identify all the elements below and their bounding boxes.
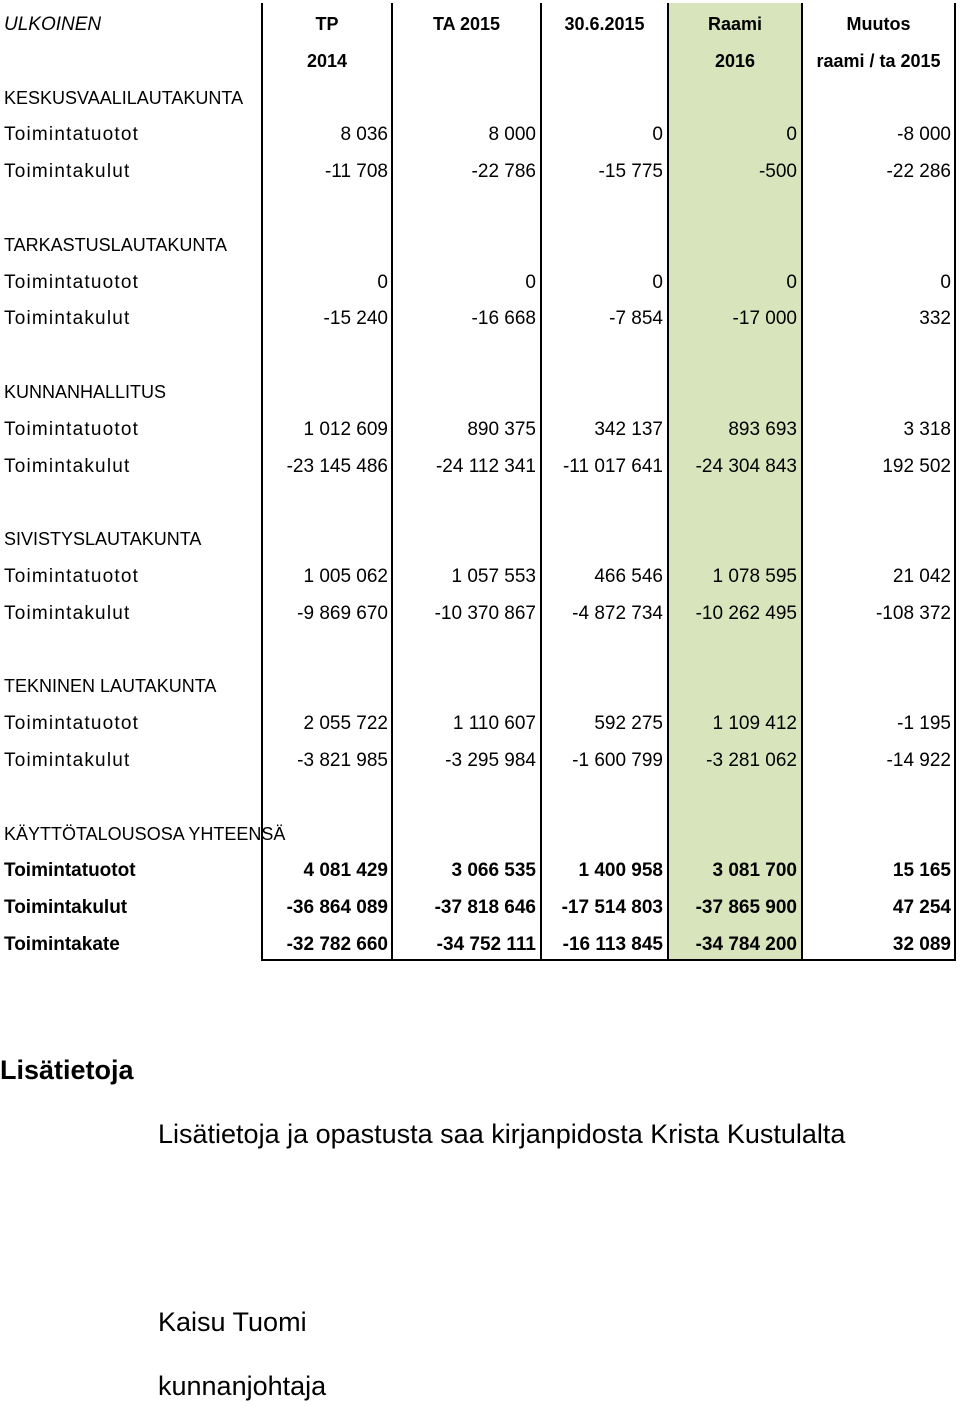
row-value-col-1: -15 240 [323,308,388,330]
row-value-col-2: -3 295 984 [445,750,536,771]
column-header-4-line2: 2016 [714,50,756,71]
row-value-col-4: -500 [758,161,797,183]
total-row-label: Toimintakulut [4,897,128,919]
total-value-col-1: 4 081 429 [303,860,388,882]
total-value-col-4: -37 865 900 [695,897,797,919]
row-label: Toimintatuotot [4,566,140,587]
row-label: Toimintakulut [4,750,131,771]
row-value-col-5: 0 [940,271,951,293]
total-value-col-3: -16 113 845 [562,934,663,955]
table-corner-label: ULKOINEN [4,14,102,35]
row-value-col-4: -10 262 495 [695,602,797,624]
row-value-col-2: -24 112 341 [435,455,536,477]
row-value-col-1: 8 036 [340,124,388,146]
row-value-col-3: 0 [652,124,663,146]
row-value-col-4: 1 078 595 [712,566,797,587]
column-divider-2 [540,3,542,961]
column-header-4-line1: Raami [707,14,763,34]
row-value-col-1: 1 012 609 [303,418,388,440]
section-title: KESKUSVAALILAUTAKUNTA [4,87,244,108]
column-header-3-line1: 30.6.2015 [564,14,645,34]
row-value-col-1: 2 055 722 [303,713,388,735]
row-value-col-5: -14 922 [886,750,951,771]
row-value-col-3: -11 017 641 [562,455,663,477]
column-divider-4 [801,3,803,961]
column-header-2-line1: TA 2015 [432,14,501,34]
section-title: KUNNANHALLITUS [4,382,167,402]
total-value-col-3: -17 514 803 [561,897,663,919]
row-value-col-1: -9 869 670 [297,602,388,624]
row-label: Toimintatuotot [4,124,140,146]
row-label: Toimintatuotot [4,271,140,293]
row-value-col-5: -8 000 [897,124,951,146]
signer-title: kunnanjohtaja [158,1371,327,1401]
row-value-col-3: -15 775 [598,161,663,183]
row-value-col-2: 1 110 607 [452,713,536,735]
row-value-col-3: 466 546 [594,566,663,587]
info-text: Lisätietoja ja opastusta saa kirjanpidosta Krista Kustulalta [158,1119,846,1149]
row-value-col-2: 0 [525,271,536,293]
row-label: Toimintakulut [4,602,131,624]
table-border-right [954,3,956,961]
total-value-col-1: -32 782 660 [286,934,388,955]
row-value-col-2: 8 000 [488,124,536,146]
row-value-col-2: -16 668 [471,308,536,330]
row-value-col-5: 3 318 [903,418,951,440]
row-value-col-4: 893 693 [728,418,797,440]
row-value-col-3: 0 [652,271,663,293]
row-value-col-2: 890 375 [467,418,536,440]
row-label: Toimintakulut [4,308,131,330]
row-value-col-2: -10 370 867 [434,602,536,624]
total-section-title: KÄYTTÖTALOUSOSA YHTEENSÄ [4,823,286,844]
total-row-label: Toimintakate [4,934,120,955]
row-value-col-3: 592 275 [594,713,663,735]
column-divider-1 [391,3,393,961]
row-label: Toimintakulut [4,455,131,477]
total-value-col-2: -34 752 111 [436,934,536,955]
row-value-col-5: -22 286 [886,161,951,183]
row-value-col-4: -3 281 062 [706,750,797,771]
row-value-col-5: 192 502 [882,455,951,477]
row-value-col-4: -17 000 [732,308,797,330]
section-title: SIVISTYSLAUTAKUNTA [4,529,202,550]
column-divider-3 [667,3,669,961]
total-value-col-5: 47 254 [892,897,951,919]
row-value-col-5: -1 195 [897,713,951,735]
row-value-col-4: 0 [786,124,797,146]
total-value-col-1: -36 864 089 [286,897,388,919]
total-row-label: Toimintatuotot [4,860,136,882]
row-value-col-1: -23 145 486 [286,455,388,477]
row-value-col-1: -3 821 985 [297,750,388,771]
signer-name: Kaisu Tuomi [158,1307,307,1337]
info-heading: Lisätietoja [0,1055,134,1085]
row-value-col-2: -22 786 [471,161,536,183]
total-value-col-4: -34 784 200 [695,934,797,955]
row-value-col-5: 21 042 [892,566,951,587]
section-title: TEKNINEN LAUTAKUNTA [4,676,217,697]
row-label: Toimintakulut [4,161,131,183]
row-label: Toimintatuotot [4,418,140,440]
row-value-col-4: 0 [786,271,797,293]
row-value-col-1: 1 005 062 [303,566,388,587]
row-value-col-3: 342 137 [594,418,663,440]
total-value-col-2: 3 066 535 [451,860,536,882]
row-value-col-3: -1 600 799 [572,750,663,771]
section-title: TARKASTUSLAUTAKUNTA [4,234,228,255]
row-value-col-3: -7 854 [609,308,663,330]
column-header-1-line2: 2014 [306,50,348,71]
row-value-col-1: 0 [377,271,388,293]
column-header-5-line2: raami / ta 2015 [816,50,941,71]
row-value-col-5: -108 372 [875,602,951,624]
row-label: Toimintatuotot [4,713,140,735]
row-value-col-4: -24 304 843 [695,455,797,477]
row-value-col-2: 1 057 553 [451,566,536,587]
row-value-col-1: -11 708 [324,161,388,183]
row-value-col-3: -4 872 734 [572,602,663,624]
row-value-col-4: 1 109 412 [712,713,797,735]
total-value-col-4: 3 081 700 [712,860,797,882]
row-value-col-5: 332 [919,308,951,330]
column-header-1-line1: TP [315,14,339,34]
total-value-col-5: 32 089 [892,934,951,955]
column-header-5-line1: Muutos [846,14,911,34]
total-value-col-2: -37 818 646 [434,897,536,919]
total-value-col-3: 1 400 958 [578,860,663,882]
total-value-col-5: 15 165 [892,860,951,882]
